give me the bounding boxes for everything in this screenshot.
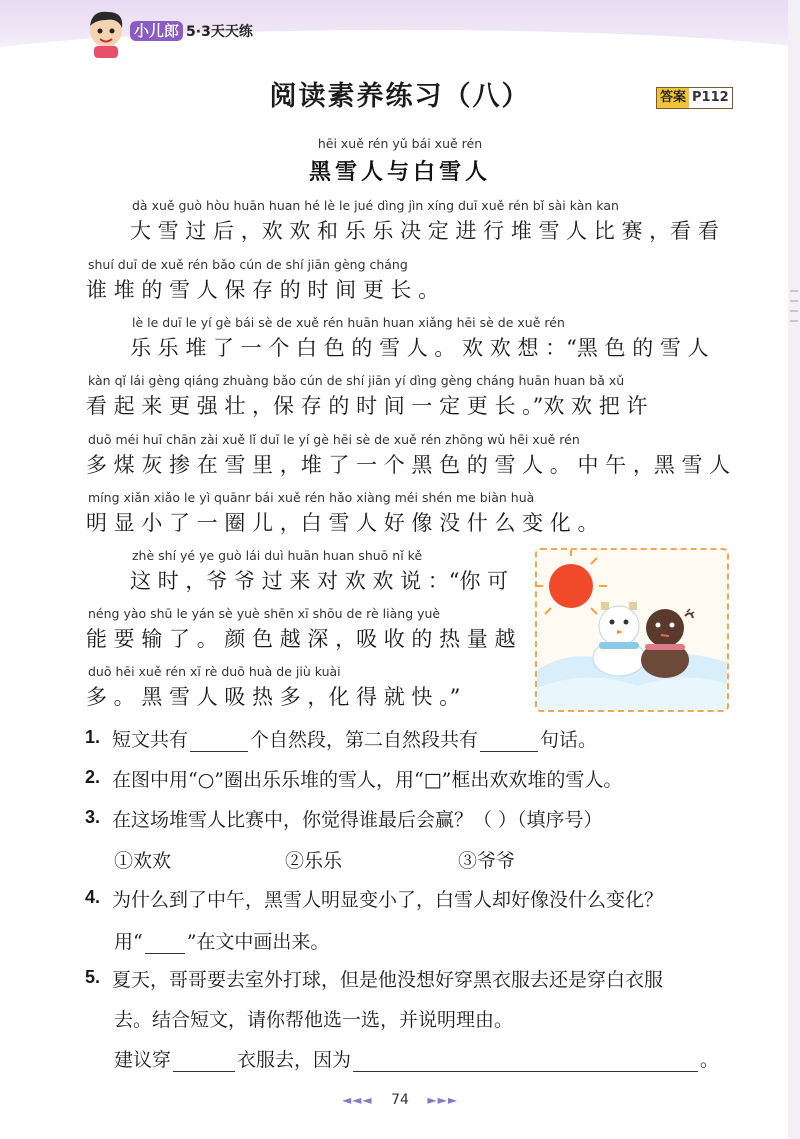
story-line-text: 能 要 输 了 。 颜 色 越 深 ，吸 收 的 热 量 越 [86,627,516,651]
question-1-part-c: 句话。 [540,729,598,751]
story-line-pinyin: zhè shí yé ye guò lái duì huān huan shuō nǐ kě [132,548,423,563]
story-line-text: 这 时 ，爷 爷 过 来 对 欢 欢 说 ：“你 可 [130,569,509,593]
option-c[interactable]: ③爷爷 [458,850,516,872]
story-line-text: 大 雪 过 后 ，欢 欢 和 乐 乐 决 定 进 行 堆 雪 人 比 赛 ，看 看 [130,219,719,243]
underline-sample [145,933,185,954]
question-1-part-a: 短文共有 [112,729,189,751]
question-number: 5. [85,967,101,987]
mascot-icon [84,8,128,58]
option-b[interactable]: ②乐乐 [285,850,343,872]
option-a[interactable]: ①欢欢 [114,850,172,872]
page-number: 74 [391,1092,409,1108]
story-line-pinyin: lè le duī le yí gè bái sè de xuě rén huān huan xiǎng hēi sè de xuě rén [132,315,565,330]
question-5-answer-line [114,1045,719,1072]
question-2: 在图中用“○”圈出乐乐堆的雪人，用“□”框出欢欢堆的雪人。 [112,769,623,791]
story-line-pinyin: shuí duī de xuě rén bǎo cún de shí jiān gèng cháng [88,257,408,272]
story-title: 黑雪人与白雪人 [308,160,491,185]
question-4-part-a: 用“ [114,931,143,953]
story-line-pinyin: duō hēi xuě rén xī rè duō huà de jiù kuài [88,664,341,679]
answer-reference [656,87,733,109]
story-line-pinyin: dà xuě guò hòu huān huan hé lè le jué dìng jìn xíng duī xuě rén bǐ sài kàn kan [132,198,619,213]
question-1-part-b: 个自然段，第二自然段共有 [250,729,479,751]
brand-name: 小儿郎 [130,21,183,41]
answer-blank-sentence-count[interactable] [480,731,538,752]
story-line-pinyin: míng xiǎn xiǎo le yì quānr bái xuě rén hǎo xiàng méi shén me biàn huà [88,490,535,505]
question-number: 3. [85,807,101,827]
story-line-text: 明 显 小 了 一 圈 儿 ，白 雪 人 好 像 没 什 么 变 化 。 [86,511,599,535]
brand-logo [130,20,253,41]
story-line-text: 谁 堆 的 雪 人 保 存 的 时 间 更 长 。 [86,278,440,302]
prev-arrows-icon: ◄◄◄ [341,1093,373,1107]
question-number: 1. [85,727,101,747]
answer-page: P112 [689,88,732,108]
story-line-text: 看 起 来 更 强 壮 ，保 存 的 时 间 一 定 更 长 。”欢 欢 把 许 [86,394,648,418]
brand-series: 5·3天天练 [186,24,253,40]
question-5-part-b: 衣服去，因为 [237,1049,352,1071]
question-5-line-2: 去。结合短文，请你帮他选一选，并说明理由。 [114,1009,514,1031]
answer-blank-reason[interactable] [353,1051,698,1072]
story-line-pinyin: kàn qǐ lái gèng qiáng zhuàng bǎo cún de shí jiān yí dìng gèng cháng huān huan bǎ xǔ [88,373,625,388]
story-line-text: 乐 乐 堆 了 一 个 白 色 的 雪 人 。 欢 欢 想 ：“黑 色 的 雪 人 [130,336,709,360]
story-line-text: 多 煤 灰 掺 在 雪 里 ，堆 了 一 个 黑 色 的 雪 人 。 中 午 ，黑 雪 人 [86,453,731,477]
question-3: 在这场堆雪人比赛中，你觉得谁最后会赢？（ ）（填序号） [112,809,603,831]
question-1 [112,725,597,752]
answer-label: 答案 [657,88,689,108]
next-arrows-icon: ►►► [427,1093,459,1107]
page-footer [0,1092,800,1108]
question-number: 4. [85,887,101,907]
answer-blank-paragraph-count[interactable] [190,731,248,752]
question-5-part-c: 。 [700,1049,720,1071]
story-title-pinyin: hēi xuě rén yǔ bái xuě rén [317,136,483,151]
question-5: 夏天，哥哥要去室外打球，但是他没想好穿黑衣服去还是穿白衣服 [112,969,664,991]
question-4-instruction [114,927,329,954]
story-line-pinyin: duō méi huī chān zài xuě lǐ duī le yí gè hēi sè de xuě rén zhōng wǔ hēi xuě rén [88,432,580,447]
snowmen-illustration[interactable] [535,548,729,712]
story-line-pinyin: néng yào shū le yán sè yuè shēn xī shōu de rè liàng yuè [88,606,441,621]
question-4: 为什么到了中午，黑雪人明显变小了，白雪人却好像没什么变化？ [112,889,664,911]
question-4-part-b: ”在文中画出来。 [186,931,330,953]
page-title: 阅读素养练习（八） [269,81,531,112]
question-number: 2. [85,767,101,787]
story-line-text: 多 。 黑 雪 人 吸 热 多 ，化 得 就 快 。” [86,685,461,709]
answer-blank-color[interactable] [173,1051,235,1072]
question-5-part-a: 建议穿 [114,1049,172,1071]
